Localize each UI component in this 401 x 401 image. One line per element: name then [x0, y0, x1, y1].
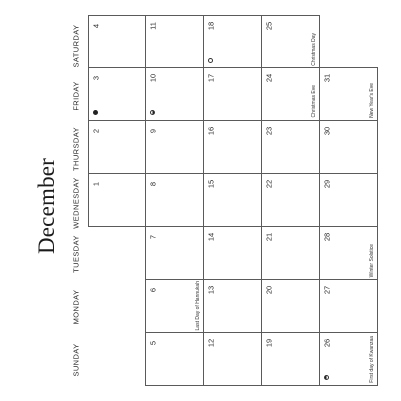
event-label: New Year's Eve [369, 83, 375, 118]
day-number: 12 [206, 338, 216, 348]
day-cell[interactable] [88, 173, 147, 227]
day-number: 27 [322, 285, 332, 295]
day-number: 21 [264, 232, 274, 242]
day-number: 10 [148, 73, 158, 83]
day-number: 16 [206, 126, 216, 136]
day-cell[interactable] [261, 332, 320, 386]
day-number: 30 [322, 126, 332, 136]
day-cell[interactable] [203, 226, 262, 280]
day-cell[interactable] [145, 67, 204, 121]
day-cell[interactable] [88, 67, 147, 121]
day-label-friday: FRIDAY [71, 81, 81, 111]
day-number: 7 [148, 234, 158, 240]
day-number: 28 [322, 232, 332, 242]
day-number: 4 [91, 23, 101, 29]
day-cell[interactable] [145, 226, 204, 280]
day-number: 11 [148, 22, 158, 30]
day-number: 29 [322, 179, 332, 189]
day-cell[interactable] [261, 120, 320, 174]
day-number: 8 [148, 181, 158, 187]
day-cell[interactable] [145, 173, 204, 227]
day-cell[interactable] [203, 120, 262, 174]
day-cell[interactable] [319, 226, 378, 280]
event-label: Last Day of Hannukah [195, 280, 201, 330]
day-label-thursday: THURSDAY [71, 127, 81, 171]
day-number: 17 [206, 73, 216, 83]
day-cell[interactable] [145, 15, 204, 69]
day-cell[interactable] [261, 67, 320, 121]
day-label-wednesday: WEDNESDAY [71, 177, 81, 229]
day-cell[interactable] [203, 173, 262, 227]
new-moon-icon [93, 110, 98, 115]
day-cell[interactable] [203, 15, 262, 69]
day-number: 24 [264, 73, 274, 83]
day-number: 31 [322, 73, 332, 83]
day-cell[interactable] [319, 279, 378, 333]
day-number: 6 [148, 287, 158, 293]
day-cell[interactable] [145, 279, 204, 333]
full-moon-icon [208, 58, 213, 63]
day-number: 5 [148, 340, 158, 346]
day-cell[interactable] [203, 67, 262, 121]
day-label-tuesday: TUESDAY [71, 235, 81, 273]
day-cell[interactable] [319, 173, 378, 227]
day-cell[interactable] [261, 15, 320, 69]
day-number: 2 [91, 128, 101, 134]
day-cell[interactable] [319, 67, 378, 121]
day-cell[interactable] [145, 332, 204, 386]
day-number: 14 [206, 232, 216, 242]
day-cell[interactable] [261, 226, 320, 280]
third-quarter-moon-icon [324, 375, 329, 380]
day-number: 15 [206, 179, 216, 189]
day-number: 26 [322, 338, 332, 348]
day-cell[interactable] [88, 120, 147, 174]
day-cell[interactable] [261, 279, 320, 333]
day-cell[interactable] [319, 332, 378, 386]
day-cell[interactable] [261, 173, 320, 227]
event-label: First day of Kwanzaa [369, 336, 375, 383]
event-label: Christmas Day [311, 33, 317, 66]
day-number: 20 [264, 285, 274, 295]
day-number: 9 [148, 128, 158, 134]
day-cell[interactable] [88, 15, 147, 69]
day-number: 13 [206, 285, 216, 295]
month-title: December [34, 157, 59, 255]
day-number: 3 [91, 75, 101, 81]
day-label-saturday: SATURDAY [71, 24, 81, 68]
day-number: 18 [206, 21, 216, 31]
event-label: Winter Solstice [369, 243, 375, 277]
day-cell[interactable] [319, 120, 378, 174]
first-quarter-moon-icon [150, 110, 155, 115]
day-cell[interactable] [145, 120, 204, 174]
day-label-monday: MONDAY [71, 289, 81, 325]
event-label: Christmas Eve [311, 85, 317, 118]
day-number: 23 [264, 126, 274, 136]
day-label-sunday: SUNDAY [71, 343, 81, 377]
day-number: 19 [264, 338, 274, 348]
day-cell[interactable] [203, 279, 262, 333]
day-cell[interactable] [203, 332, 262, 386]
day-number: 25 [264, 21, 274, 31]
day-number: 1 [91, 181, 101, 187]
day-number: 22 [264, 179, 274, 189]
